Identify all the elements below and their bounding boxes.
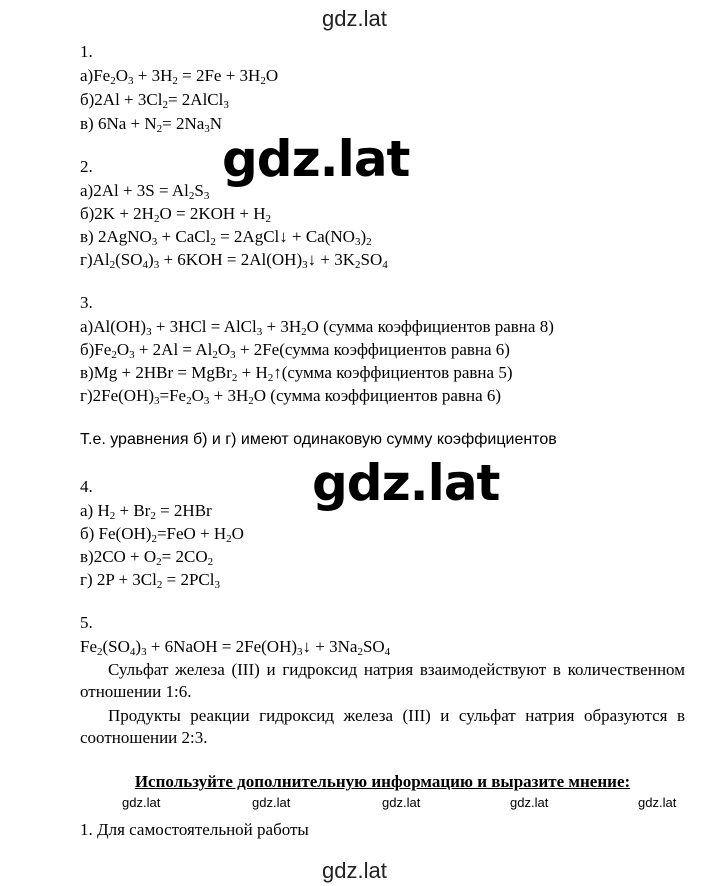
subscript: 2 <box>357 646 363 658</box>
section-5-paragraph-2: Продукты реакции гидроксид железа (III) и сульфат натрия образуются в соотношении 2:3. <box>80 706 685 747</box>
subscript: 2 <box>111 349 117 361</box>
watermark-bottom: gdz.lat <box>322 858 387 883</box>
section-1-eq-b: $б)2Al + 3Cl_2=$ 2AlCl$_3$ <box>80 90 229 111</box>
section-3-eq-v: в)Mg + 2HBr = MgBr$_2$ + $H_2↑(сумма$ коэффициентов равна 5) <box>80 363 513 384</box>
subscript: 2 <box>248 395 254 407</box>
section-4-eq-g: г) $2P + 3Cl_2 = 2PCl_3$ <box>80 570 220 591</box>
watermark-big-2: gdz.lat <box>312 454 500 512</box>
subscript: 3 <box>153 259 160 271</box>
subscript: 3 <box>354 236 361 248</box>
subscript: 3 <box>154 395 160 407</box>
section-heading: Используйте дополнительную информацию и выразите мнение: <box>134 772 631 791</box>
watermark-small-3: gdz.lat <box>382 795 421 810</box>
subscript: 2 <box>366 236 372 248</box>
section-4-eq-v: $в)2CO + O_2= 2CO_2$ <box>80 547 214 568</box>
section-2-eq-a: $а)2Al + 3S = Al_2S_3$ <box>80 181 210 202</box>
subscript: 2 <box>188 190 195 202</box>
subscript: 3 <box>203 395 210 407</box>
subscript: 2 <box>156 579 163 591</box>
section-5-equation: $Fe_2(SO_4)_3$ + 6NaOH = $2Fe(OH)_3↓ + 3Na_2SO_4$ <box>80 637 391 658</box>
subscript: 2 <box>156 556 162 568</box>
subscript: 2 <box>186 395 192 407</box>
subscript: 2 <box>153 213 160 225</box>
section-2-eq-v: в) 2AgNO$_3$ + CaCl$_2$ = 2AgCl↓ + $Ca(NO_3)_2$ <box>80 227 372 248</box>
subscript: 4 <box>129 646 136 658</box>
watermark-small-4: gdz.lat <box>510 795 549 810</box>
section-3-number: 3. <box>80 293 93 312</box>
watermark-top: gdz.lat <box>322 6 387 31</box>
subscript: 2 <box>231 372 238 384</box>
subscript: 2 <box>162 99 168 111</box>
subscript: 2 <box>354 259 361 271</box>
subscript: 3 <box>204 123 210 135</box>
subscript: 3 <box>129 349 135 361</box>
subscript: 3 <box>256 326 263 338</box>
section-2-eq-g: $г)Al_2(SO_4)_3 + 6KOH$ = $2Al(OH)_3↓ + 3K_2SO_4$ <box>80 250 388 271</box>
subscript: 3 <box>141 646 147 658</box>
section-3-conclusion: Т.е. уравнения б) и г) имеют одинаковую сумму коэффициентов <box>80 431 557 448</box>
section-4-number: 4. <box>80 477 93 496</box>
subscript: 3 <box>203 190 210 202</box>
subscript: 2 <box>156 123 163 135</box>
subscript: 3 <box>230 349 236 361</box>
watermark-big-1: gdz.lat <box>222 130 410 188</box>
subscript: 3 <box>297 646 303 658</box>
watermark-small-5: gdz.lat <box>638 795 677 810</box>
subscript: 2 <box>172 75 178 87</box>
section-3-eq-a: $а)Al(OH)_3 + 3HCl$ = AlCl$_3$ + $3H_2O$ (сумма коэффициентов равна 8) <box>80 317 554 338</box>
subscript: 4 <box>384 646 391 658</box>
subscript: 2 <box>265 213 272 225</box>
section-2-number: 2. <box>80 157 93 176</box>
subscript: 4 <box>142 259 149 271</box>
section-1-eq-v: в) $6Na + N_2= 2Na_3N$ <box>80 114 223 135</box>
subscript: 2 <box>301 326 307 338</box>
section-3-eq-g: $г)2Fe(OH)_3=Fe_2O_3 + 3H_2O$ (сумма коэффициентов равна 6) <box>80 386 502 407</box>
subscript: 3 <box>151 236 158 248</box>
subscript: 2 <box>207 556 214 568</box>
subscript: 2 <box>150 510 156 522</box>
subscript: 2 <box>109 259 116 271</box>
subscript: 2 <box>151 533 157 545</box>
subscript: 2 <box>97 646 103 658</box>
subscript: 3 <box>128 75 134 87</box>
section-3-eq-b: $б)Fe_2O_3 + 2Al = Al_2O_3$ + 2Fe(сумма коэффициентов равна 6) <box>80 340 510 361</box>
section-1-number: 1. <box>80 42 93 61</box>
watermark-small-1: gdz.lat <box>122 795 161 810</box>
subscript: 2 <box>267 372 274 384</box>
subscript: 3 <box>146 326 152 338</box>
subscript: 3 <box>302 259 308 271</box>
subscript: 3 <box>223 99 229 111</box>
section-1-eq-a: $а)Fe_2O_3 + 3H_2 = 2Fe + 3H_2O$ <box>80 66 279 87</box>
subscript: 2 <box>110 75 116 87</box>
section-5-number: 5. <box>80 613 93 632</box>
subscript: 4 <box>382 259 388 271</box>
section-5-paragraph-1: Сульфат железа (III) и гидроксид натрия взаимодействуют в количественном отношении 1:6. <box>80 660 685 701</box>
task-line: 1. Для самостоятельной работы <box>80 820 309 839</box>
subscript: 2 <box>260 75 266 87</box>
subscript: 2 <box>212 349 218 361</box>
subscript: 2 <box>210 236 216 248</box>
subscript: 2 <box>109 510 116 522</box>
section-4-eq-b: б) $Fe(OH)_2=FeO + H_2O$ <box>80 524 244 545</box>
subscript: 2 <box>226 533 232 545</box>
subscript: 3 <box>214 579 220 591</box>
watermark-small-2: gdz.lat <box>252 795 291 810</box>
section-4-eq-a: а) $H_2 + Br_2 = 2HBr$ <box>80 501 212 522</box>
section-2-eq-b: $б)2K + 2H_2O = 2KOH + H_2$ <box>80 204 272 225</box>
